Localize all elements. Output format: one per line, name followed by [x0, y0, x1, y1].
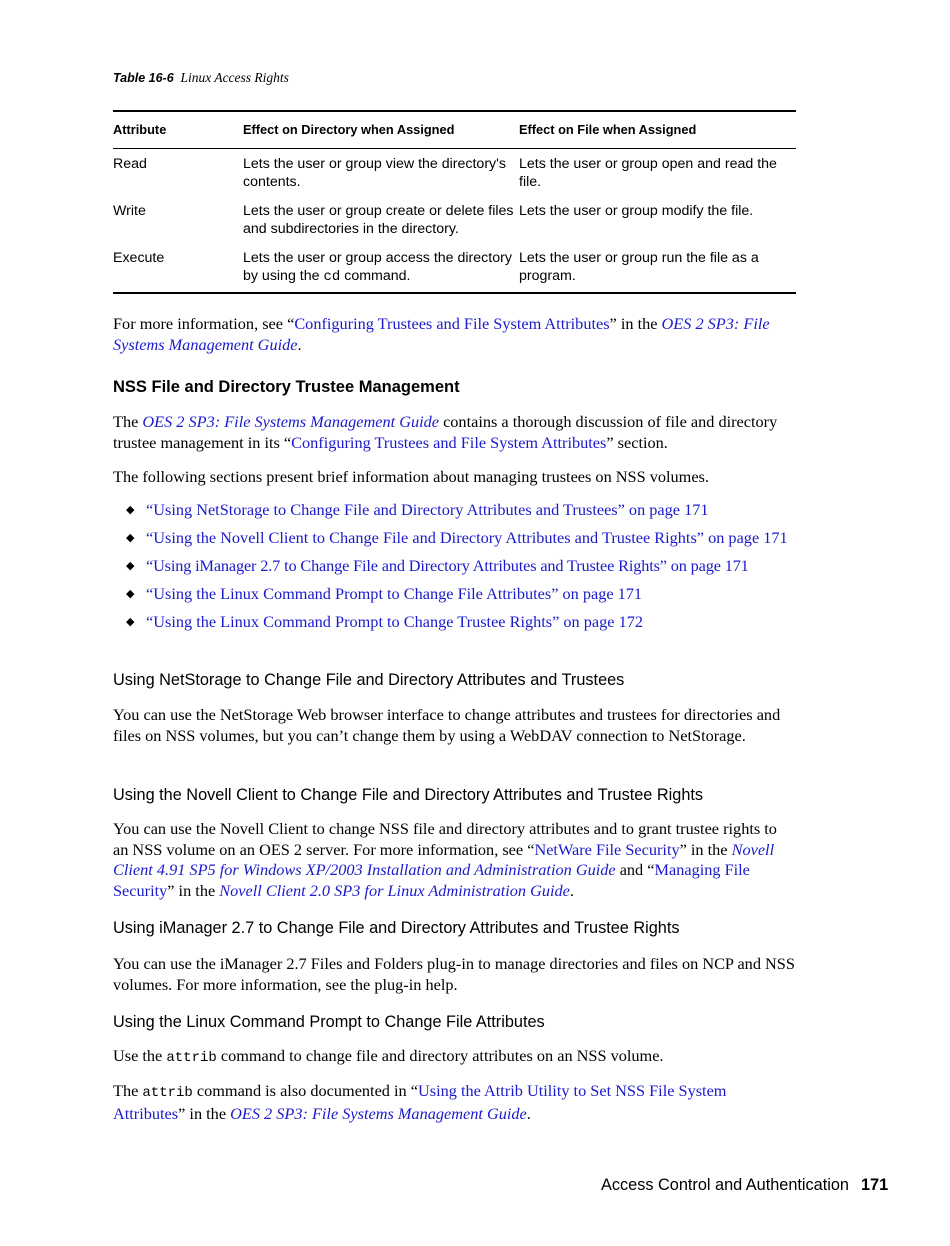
link-linux-attributes-section[interactable]: “Using the Linux Command Prompt to Change File Attributes” on page 171 [146, 584, 643, 603]
cell-attribute: Read [113, 156, 147, 172]
link-netstorage-section[interactable]: “Using NetStorage to Change File and Directory Attributes and Trustees” on page 171 [146, 500, 709, 519]
cell-directory-effect: Lets the user or group access the directory by using the cd command. [243, 244, 519, 293]
list-item [113, 612, 796, 633]
nss-sections-paragraph: The following sections present brief information about managing trustees on NSS volumes. [113, 467, 709, 486]
diamond-bullet-icon: ◆ [126, 560, 135, 572]
cell-attribute: Write [113, 203, 146, 219]
cell-directory-effect: Lets the user or group create or delete files and subdirectories in the directory. [243, 203, 514, 237]
diamond-bullet-icon: ◆ [126, 616, 135, 628]
inline-code: attrib [142, 1085, 193, 1101]
novell-client-paragraph: You can use the Novell Client to change NSS file and directory attributes and to grant trustee rights to an NSS volume on an OES 2 server. For more information, see “NetWare File Security” in the Novell Client 4.91 SP5 for Windows XP/2003 Installation and Administration Guide and “Managing File Security” in the Novell Client 2.0 SP3 for Linux Administration Guide. [113, 819, 777, 900]
link-fs-management-guide[interactable]: OES 2 SP3: File Systems Management Guide [113, 314, 770, 354]
imanager-paragraph: You can use the iManager 2.7 Files and Folders plug-in to manage directories and files on NCP and NSS volumes. For more information, see the plug-in help. [113, 954, 795, 994]
table-row [113, 197, 796, 244]
subsection-heading-imanager: Using iManager 2.7 to Change File and Directory Attributes and Trustee Rights [113, 919, 680, 937]
list-item [113, 500, 796, 521]
link-fs-management-guide[interactable]: OES 2 SP3: File Systems Management Guide [230, 1103, 527, 1123]
column-header-directory: Effect on Directory when Assigned [243, 111, 519, 149]
page-number: 171 [861, 1176, 889, 1194]
cell-attribute: Execute [113, 244, 243, 293]
list-item [113, 584, 796, 605]
link-linux-trustee-section[interactable]: “Using the Linux Command Prompt to Change Trustee Rights” on page 172 [146, 612, 643, 631]
nss-intro-paragraph: The OES 2 SP3: File Systems Management Guide contains a thorough discussion of file and directory trustee management in its “Configuring Trustees and File System Attributes” section. [113, 412, 778, 452]
cell-file-effect: Lets the user or group open and read the file. [519, 156, 777, 190]
table-row [113, 149, 796, 198]
cell-directory-effect: Lets the user or group view the directory's contents. [243, 156, 506, 190]
table-row [113, 244, 796, 293]
table-title: Linux Access Rights [180, 70, 289, 85]
list-item [113, 556, 796, 577]
diamond-bullet-icon: ◆ [126, 532, 135, 544]
section-heading-nss: NSS File and Directory Trustee Management [113, 378, 460, 396]
link-attrib-utility[interactable]: Using the Attrib Utility to Set NSS File System Attributes [113, 1081, 727, 1123]
link-novell-client-linux-guide[interactable]: Novell Client 2.0 SP3 for Linux Administration Guide [219, 880, 570, 900]
link-configuring-trustees[interactable]: Configuring Trustees and File System Attributes [294, 314, 610, 333]
cell-file-effect: Lets the user or group modify the file. [519, 203, 754, 219]
diamond-bullet-icon: ◆ [126, 588, 135, 600]
table-caption [113, 70, 289, 86]
subsection-heading-netstorage: Using NetStorage to Change File and Directory Attributes and Trustees [113, 671, 625, 689]
linux-access-rights-table [113, 110, 796, 294]
link-configuring-trustees[interactable]: Configuring Trustees and File System Attributes [291, 432, 607, 452]
link-novell-client-section[interactable]: “Using the Novell Client to Change File and Directory Attributes and Trustee Rights” on page 171 [146, 528, 788, 547]
link-novell-client-windows-guide[interactable]: Novell Client 4.91 SP5 for Windows XP/2003 Installation and Administration Guide [113, 839, 775, 879]
diamond-bullet-icon: ◆ [126, 504, 135, 516]
footer-title: Access Control and Authentication [601, 1176, 849, 1194]
inline-code: attrib [166, 1050, 217, 1066]
netstorage-paragraph: You can use the NetStorage Web browser interface to change attributes and trustees for directories and files on NSS volumes, but you can’t change them by using a WebDAV connection to NetStorage. [113, 705, 781, 745]
link-managing-file-security[interactable]: Managing File Security [113, 860, 750, 900]
table-header-row [113, 111, 796, 149]
section-link-list [113, 500, 796, 640]
table-label: Table 16-6 [113, 71, 174, 85]
column-header-file: Effect on File when Assigned [519, 111, 796, 149]
cell-file-effect: Lets the user or group run the file as a program. [519, 244, 796, 293]
more-info-paragraph: For more information, see “Configuring Trustees and File System Attributes” in the OES 2 SP3: File Systems Management Guide. [113, 314, 770, 354]
linux-attrib-paragraph: Use the attrib command to change file and directory attributes on an NSS volume. [113, 1046, 664, 1066]
link-imanager-section[interactable]: “Using iManager 2.7 to Change File and Directory Attributes and Trustee Rights” on page 171 [146, 556, 749, 575]
subsection-heading-novell-client: Using the Novell Client to Change File and Directory Attributes and Trustee Rights [113, 786, 704, 804]
column-header-attribute: Attribute [113, 111, 243, 149]
linux-attrib-doc-paragraph: The attrib command is also documented in “Using the Attrib Utility to Set NSS File System Attributes” in the OES 2 SP3: File Systems Management Guide. [113, 1081, 727, 1123]
subsection-heading-linux-attributes: Using the Linux Command Prompt to Change File Attributes [113, 1013, 545, 1031]
page-footer [601, 1176, 888, 1195]
list-item [113, 528, 796, 549]
inline-code: cd [323, 269, 341, 285]
link-netware-file-security[interactable]: NetWare File Security [534, 839, 680, 859]
link-fs-management-guide[interactable]: OES 2 SP3: File Systems Management Guide [142, 412, 439, 431]
